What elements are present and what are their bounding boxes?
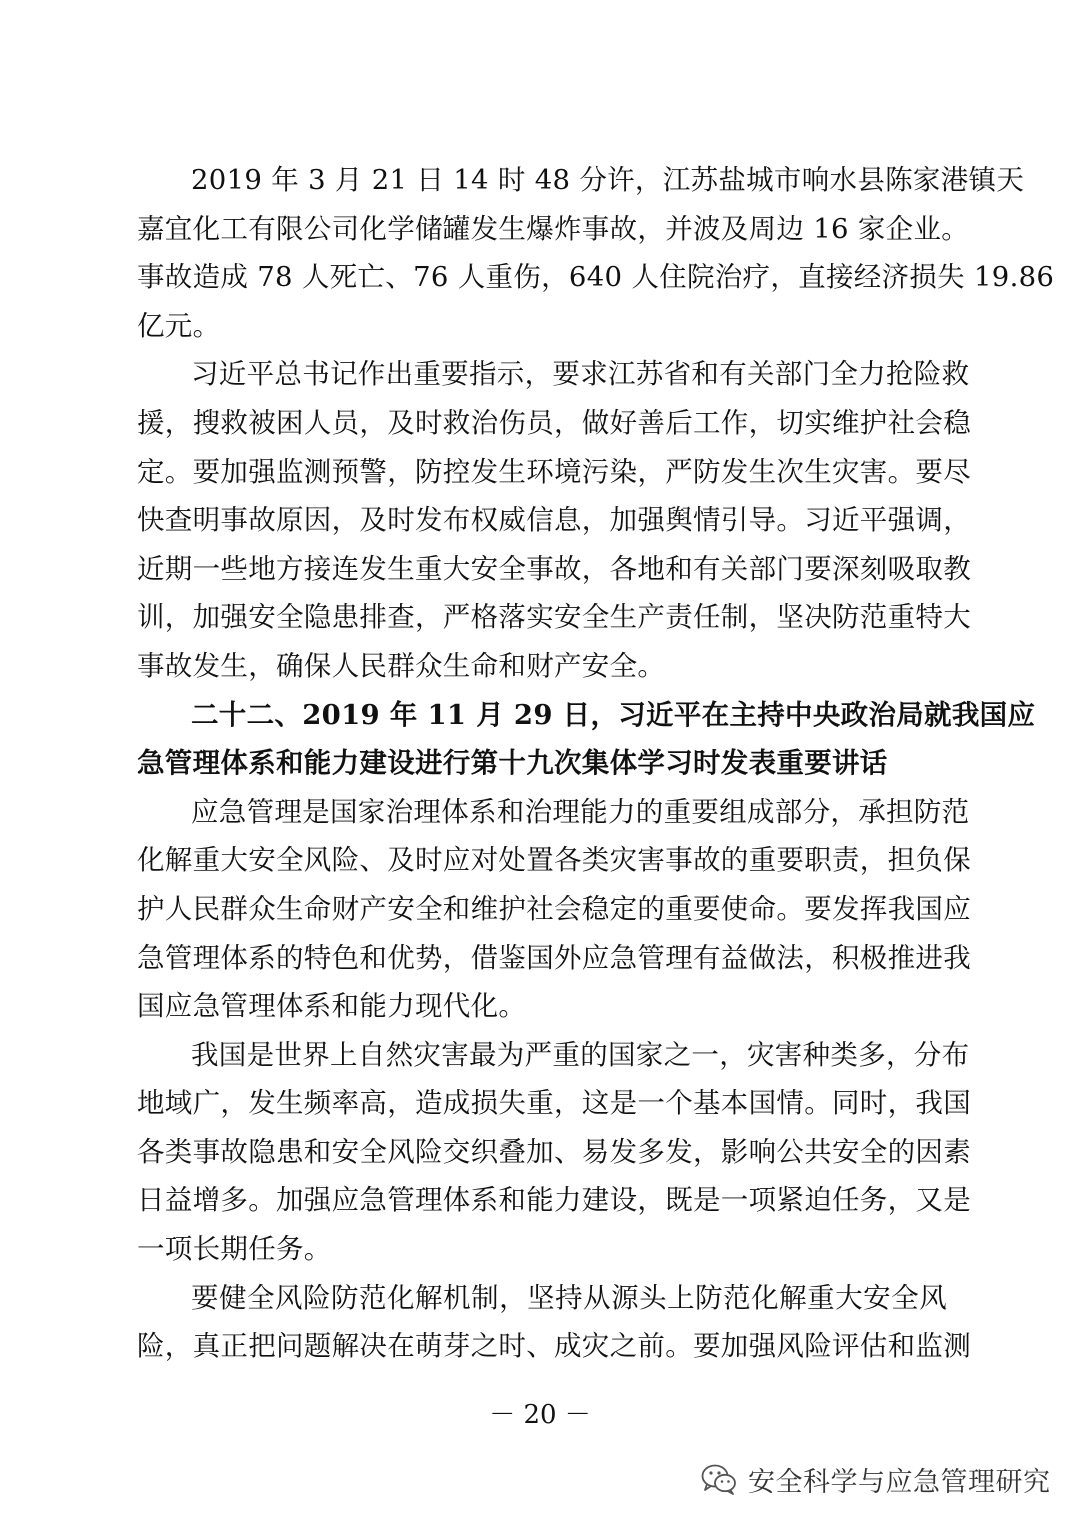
paragraph-line: 日益增多。加强应急管理体系和能力建设，既是一项紧迫任务，又是	[137, 1184, 971, 1217]
paragraph-line: 各类事故隐患和安全风险交织叠加、易发多发，影响公共安全的因素	[137, 1135, 971, 1168]
paragraph-line: 化解重大安全风险、及时应对处置各类灾害事故的重要职责，担负保	[137, 844, 971, 877]
watermark-text: 安全科学与应急管理研究	[748, 1466, 1051, 1498]
paragraph-line: 2019 年 3 月 21 日 14 时 48 分许，江苏盐城市响水县陈家港镇天	[191, 164, 1025, 196]
page-number: － 20 －	[489, 1400, 591, 1430]
section-heading-line: 急管理体系和能力建设进行第十九次集体学习时发表重要讲话	[137, 747, 888, 780]
paragraph-line: 我国是世界上自然灾害最为严重的国家之一，灾害种类多，分布	[191, 1038, 970, 1071]
paragraph-line: 习近平总书记作出重要指示，要求江苏省和有关部门全力抢险救	[191, 358, 970, 391]
paragraph-line: 险，真正把问题解决在萌芽之时、成灾之前。要加强风险评估和监测	[137, 1330, 971, 1363]
paragraph-line: 定。要加强监测预警，防控发生环境污染，严防发生次生灾害。要尽	[137, 455, 971, 488]
paragraph-line: 嘉宜化工有限公司化学储罐发生爆炸事故，并波及周边 16 家企业。	[137, 212, 970, 245]
paragraph-line: 要健全风险防范化解机制，坚持从源头上防范化解重大安全风	[191, 1281, 947, 1314]
paragraph-line: 地域广，发生频率高，造成损失重，这是一个基本国情。同时，我国	[137, 1087, 971, 1120]
paragraph-line: 一项长期任务。	[137, 1233, 332, 1266]
paragraph-line: 护人民群众生命财产安全和维护社会稳定的重要使命。要发挥我国应	[137, 892, 971, 925]
paragraph-line: 近期一些地方接连发生重大安全事故，各地和有关部门要深刻吸取教	[137, 552, 971, 585]
body-text	[137, 156, 1055, 1371]
paragraph-line: 事故发生，确保人民群众生命和财产安全。	[137, 649, 666, 682]
wechat-icon	[700, 1462, 738, 1496]
paragraph-line: 国应急管理体系和能力现代化。	[137, 990, 527, 1023]
paragraph-line: 应急管理是国家治理体系和治理能力的重要组成部分，承担防范	[191, 795, 970, 828]
paragraph-line: 援，搜救被困人员，及时救治伤员，做好善后工作，切实维护社会稳	[137, 406, 971, 439]
paragraph-line: 亿元。	[137, 309, 221, 342]
paragraph-line: 事故造成 78 人死亡、76 人重伤，640 人住院治疗，直接经济损失 19.86	[137, 261, 1055, 294]
paragraph-line: 急管理体系的特色和优势，借鉴国外应急管理有益做法，积极推进我	[137, 941, 971, 974]
paragraph-line: 训，加强安全隐患排查，严格落实安全生产责任制，坚决防范重特大	[137, 601, 971, 634]
section-heading-line: 二十二、2019 年 11 月 29 日，习近平在主持中央政治局就我国应	[191, 698, 1036, 731]
paragraph-line: 快查明事故原因，及时发布权威信息，加强舆情引导。习近平强调，	[137, 504, 971, 537]
account-watermark	[700, 1451, 1051, 1507]
